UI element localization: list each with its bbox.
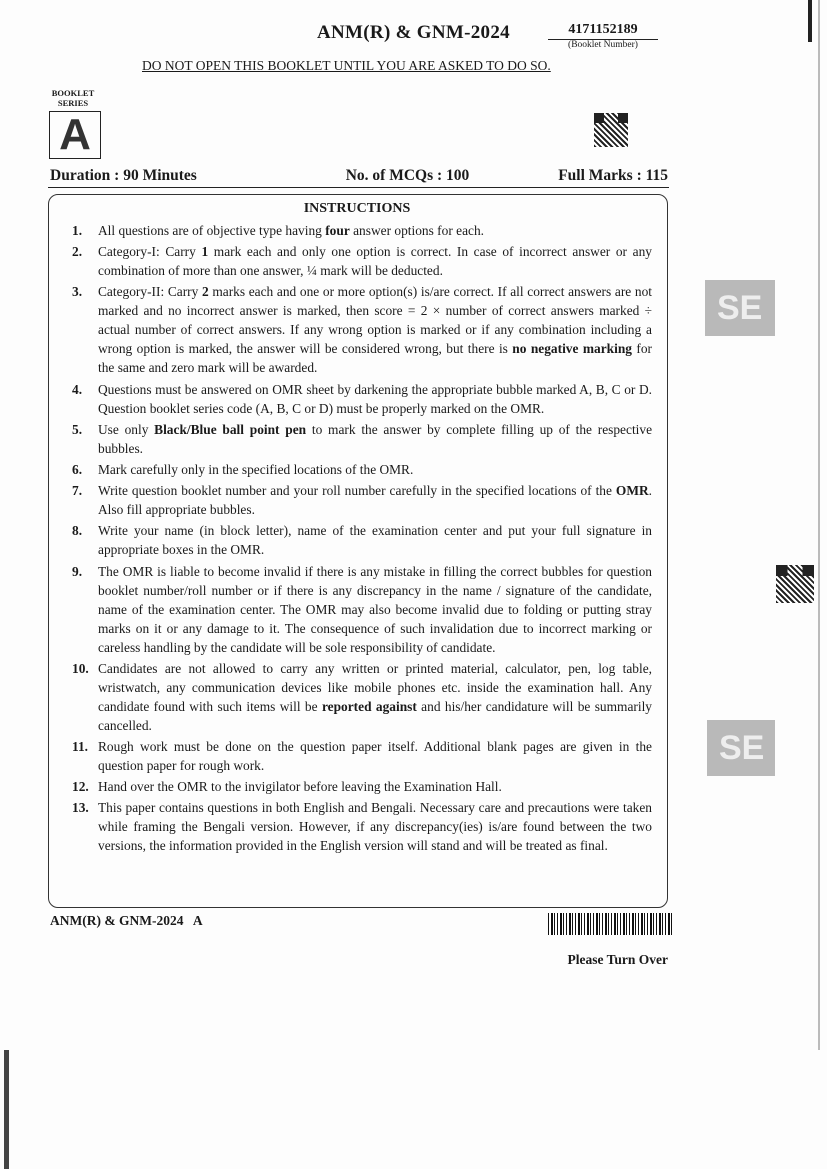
instruction-emphasis: 2 bbox=[201, 284, 209, 300]
instruction-text bbox=[98, 521, 652, 559]
instruction-item bbox=[72, 221, 652, 240]
instruction-number: 10. bbox=[72, 660, 89, 676]
instruction-item bbox=[72, 420, 652, 458]
instruction-text bbox=[98, 460, 652, 479]
instruction-text bbox=[98, 659, 652, 735]
instruction-text bbox=[98, 777, 652, 796]
instruction-emphasis: Black/Blue ball point pen bbox=[154, 421, 307, 437]
instruction-number: 6. bbox=[72, 461, 83, 477]
booklet-number-value: 4171152189 bbox=[548, 22, 658, 40]
instruction-segment: Mark carefully only in the specified locations of the OMR. bbox=[98, 461, 414, 477]
instruction-emphasis: OMR bbox=[615, 483, 649, 499]
instruction-item bbox=[72, 777, 652, 796]
exam-meta bbox=[50, 167, 668, 185]
instruction-segment: mark each and only one option is correct. In case of incorrect answer or any combination of more than one answer, ¼ mark will be deducted. bbox=[98, 244, 652, 279]
instruction-number: 3. bbox=[72, 284, 83, 300]
mcq-count: No. of MCQs : 100 bbox=[345, 167, 470, 184]
instruction-item bbox=[72, 481, 652, 519]
exam-title: ANM(R) & GNM-2024 bbox=[317, 22, 510, 43]
instruction-item bbox=[72, 659, 652, 735]
instruction-item bbox=[72, 562, 652, 657]
divider bbox=[48, 187, 669, 188]
qr-code-icon bbox=[776, 565, 814, 603]
instruction-emphasis: no negative marking bbox=[512, 341, 632, 357]
full-marks: Full Marks : 115 bbox=[558, 167, 668, 184]
instruction-text bbox=[98, 282, 652, 377]
instruction-number: 7. bbox=[72, 483, 83, 499]
instruction-number: 2. bbox=[72, 244, 83, 260]
instruction-emphasis: four bbox=[325, 223, 350, 238]
instructions-list bbox=[72, 221, 652, 857]
instruction-text bbox=[98, 562, 652, 657]
instruction-segment: Category-I: Carry bbox=[98, 244, 202, 260]
barcode bbox=[548, 913, 672, 935]
instruction-number: 12. bbox=[72, 779, 89, 795]
instruction-segment: This paper contains questions in both English and Bengali. Necessary care and precautions were taken while framing the Bengali version. However, if any discrepancy(ies) is/are found between the two versions, the information provided in the English version will stand and will be treated as final. bbox=[98, 800, 652, 854]
instruction-segment: . Also fill appropriate bubbles. bbox=[98, 483, 652, 518]
duration: Duration : 90 Minutes bbox=[50, 167, 197, 184]
instruction-text bbox=[98, 798, 652, 855]
instruction-segment: Write your name (in block letter), name of the examination center and put your full signature in appropriate boxes in the OMR. bbox=[98, 523, 652, 558]
scan-edge bbox=[818, 0, 820, 1050]
instruction-item bbox=[72, 282, 652, 377]
instruction-text bbox=[98, 380, 652, 418]
instruction-segment: Questions must be answered on OMR sheet by darkening the appropriate bubble marked A, B, C or D. Question booklet series code (A, B, C or D) must be properly marked on the OMR. bbox=[98, 381, 652, 416]
instruction-text bbox=[98, 420, 652, 458]
instruction-item bbox=[72, 798, 652, 855]
booklet-number bbox=[548, 22, 658, 50]
instructions-title: INSTRUCTIONS bbox=[303, 201, 411, 216]
instruction-number: 9. bbox=[72, 563, 83, 579]
instruction-number: 4. bbox=[72, 381, 83, 397]
booklet-series-label: BOOKLET SERIES bbox=[51, 88, 95, 108]
warning-text: DO NOT OPEN THIS BOOKLET UNTIL YOU ARE ASKED TO DO SO. bbox=[142, 58, 551, 73]
instruction-segment: answer options for each. bbox=[349, 223, 484, 238]
booklet-number-label: (Booklet Number) bbox=[568, 40, 638, 50]
instruction-number: 5. bbox=[72, 421, 83, 437]
instruction-item bbox=[72, 460, 652, 479]
watermark: SE bbox=[707, 720, 775, 776]
instruction-item bbox=[72, 737, 652, 775]
instruction-item bbox=[72, 521, 652, 559]
instruction-segment: Hand over the OMR to the invigilator before leaving the Examination Hall. bbox=[98, 779, 502, 795]
qr-code-icon bbox=[594, 113, 628, 147]
instruction-text bbox=[98, 221, 652, 240]
instruction-segment: Write question booklet number and your roll number carefully in the specified locations of the bbox=[98, 483, 616, 499]
instruction-segment: Category-II: Carry bbox=[98, 284, 202, 300]
instruction-item bbox=[72, 242, 652, 280]
instruction-segment: All questions are of objective type having bbox=[98, 223, 326, 238]
instruction-number: 11. bbox=[72, 738, 88, 754]
instruction-segment: Candidates are not allowed to carry any written or printed material, calculator, pen, log table, wristwatch, any communication devices like mobile phones etc. inside the examination hall. Any candidate found with such items will be bbox=[98, 660, 652, 714]
instruction-segment: for the same and zero mark will be awarded. bbox=[98, 341, 652, 376]
turn-over-text: Please Turn Over bbox=[567, 952, 668, 967]
footer-code: ANM(R) & GNM-2024 A bbox=[50, 913, 203, 928]
instruction-number: 8. bbox=[72, 523, 83, 539]
instruction-segment: The OMR is liable to become invalid if there is any mistake in filling the correct bubbles for question booklet number/roll number or if there is any discrepancy in the name / signature of the candidate, name of the examination center. The OMR may also become invalid due to folding or putting stray marks on it or any damage to it. The consequence of such invalidation due to incorrect marking or careless handling by the candidate will be sole responsibility of candidate. bbox=[98, 563, 652, 655]
instruction-segment: to mark the answer by complete filling up of the respective bubbles. bbox=[98, 421, 653, 456]
instruction-segment: Rough work must be done on the question paper itself. Additional blank pages are given in the question paper for rough work. bbox=[98, 738, 652, 773]
instruction-text bbox=[98, 481, 652, 519]
booklet-series-box: A bbox=[49, 111, 101, 159]
instruction-text bbox=[98, 242, 652, 280]
watermark: SE bbox=[705, 280, 775, 336]
scan-edge-mark bbox=[4, 1050, 9, 1169]
instruction-segment: and his/her candidature will be summarily cancelled. bbox=[98, 698, 652, 733]
instruction-emphasis: reported against bbox=[321, 698, 417, 714]
instruction-item bbox=[72, 380, 652, 418]
instruction-number: 13. bbox=[72, 800, 89, 816]
instruction-segment: Use only bbox=[98, 421, 155, 437]
instruction-segment: marks each and one or more option(s) is/are correct. If all correct answers are not marked and no incorrect answer is marked, then score = 2 × number of correct answers marked ÷ actual number of correct answers. If any wrong option is marked or if any combination including a wrong option is marked, the answer will be considered wrong, but there is bbox=[98, 284, 652, 357]
instruction-text bbox=[98, 737, 652, 775]
instruction-emphasis: 1 bbox=[201, 244, 209, 260]
instruction-number: 1. bbox=[72, 223, 83, 238]
